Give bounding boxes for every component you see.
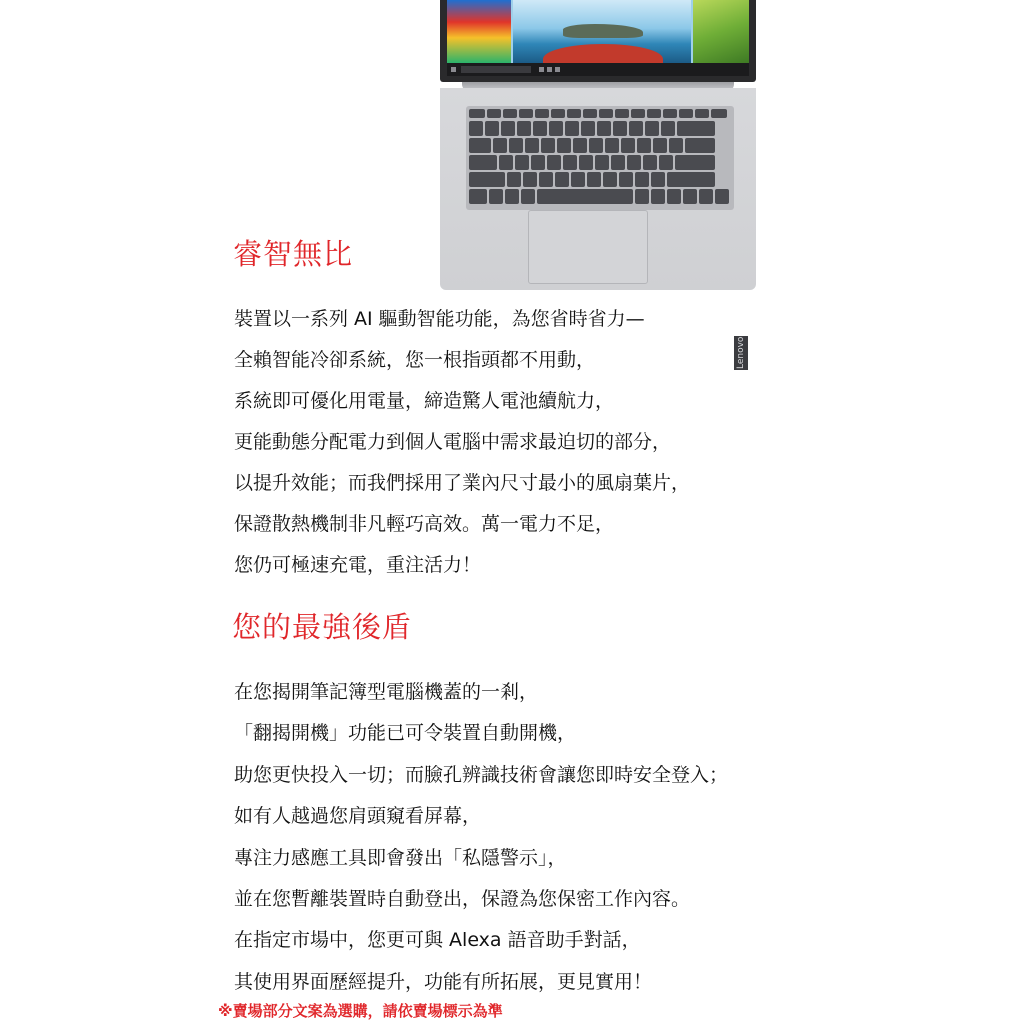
body-line: 「翻揭開機」功能已可令裝置自動開機， (234, 722, 577, 745)
wallpaper-island (563, 24, 643, 38)
laptop-product-image (440, 0, 756, 370)
start-icon (451, 67, 456, 72)
body-line: 助您更快投入一切；而臉孔辨識技術會讓您即時安全登入； (234, 763, 729, 786)
taskbar-app-icon (539, 67, 544, 72)
keyboard-bottom-letter-row (469, 172, 715, 188)
laptop-taskbar (447, 63, 749, 76)
keyboard-space-row (469, 189, 729, 205)
wallpaper-tile-colorful-houses (447, 0, 511, 63)
section-heading-smart: 睿智無比 (233, 237, 354, 271)
laptop-screen (447, 0, 749, 63)
body-line: 保證散熱機制非凡輕巧高效。萬一電力不足， (234, 513, 615, 535)
taskbar-app-icon (555, 67, 560, 72)
body-line: 如有人越過您肩頭窺看屏幕， (234, 805, 482, 828)
keyboard-home-row (469, 155, 715, 171)
body-line: 更能動態分配電力到個人電腦中需求最迫切的部分， (234, 431, 672, 453)
laptop-touchpad (528, 210, 648, 284)
disclaimer-note: ※賣場部分文案為選購，請依賣場標示為準 (218, 1002, 503, 1020)
keyboard-number-row (469, 121, 715, 137)
section-heading-security: 您的最強後盾 (232, 610, 413, 644)
section-body-security (234, 677, 728, 1008)
section-body-smart (234, 304, 690, 591)
body-line: 您仍可極速充電，重注活力！ (234, 554, 482, 576)
body-line: 在指定市場中，您更可與 Alexa 語音助手對話， (234, 929, 641, 952)
taskbar-search-box (461, 66, 531, 73)
laptop-keyboard (466, 106, 734, 210)
lenovo-logo: Lenovo (736, 336, 746, 370)
body-line: 全賴智能冷卻系統，您一根指頭都不用動， (234, 349, 596, 371)
wallpaper-tile-boat-lake (513, 0, 691, 63)
body-line: 系統即可優化用電量，締造驚人電池續航力， (234, 390, 615, 412)
body-line: 並在您暫離裝置時自動登出，保證為您保密工作內容。 (234, 887, 691, 910)
body-line: 以提升效能；而我們採用了業內尺寸最小的風扇葉片， (234, 472, 691, 494)
body-line: 專注力感應工具即會發出「私隱警示」， (234, 846, 567, 869)
body-line: 裝置以一系列 AI 驅動智能功能，為您省時省力— (234, 308, 645, 330)
laptop-keyboard-deck (440, 88, 756, 370)
body-line: 在您揭開筆記簿型電腦機蓋的一剎， (234, 681, 539, 703)
wallpaper-boat (543, 44, 663, 63)
taskbar-app-icon (547, 67, 552, 72)
wallpaper-tile-green-field (693, 0, 749, 63)
laptop-screen-bezel (440, 0, 756, 82)
keyboard-top-letter-row (469, 138, 715, 154)
body-line: 其使用界面歷經提升，功能有所拓展，更見實用！ (234, 970, 653, 993)
